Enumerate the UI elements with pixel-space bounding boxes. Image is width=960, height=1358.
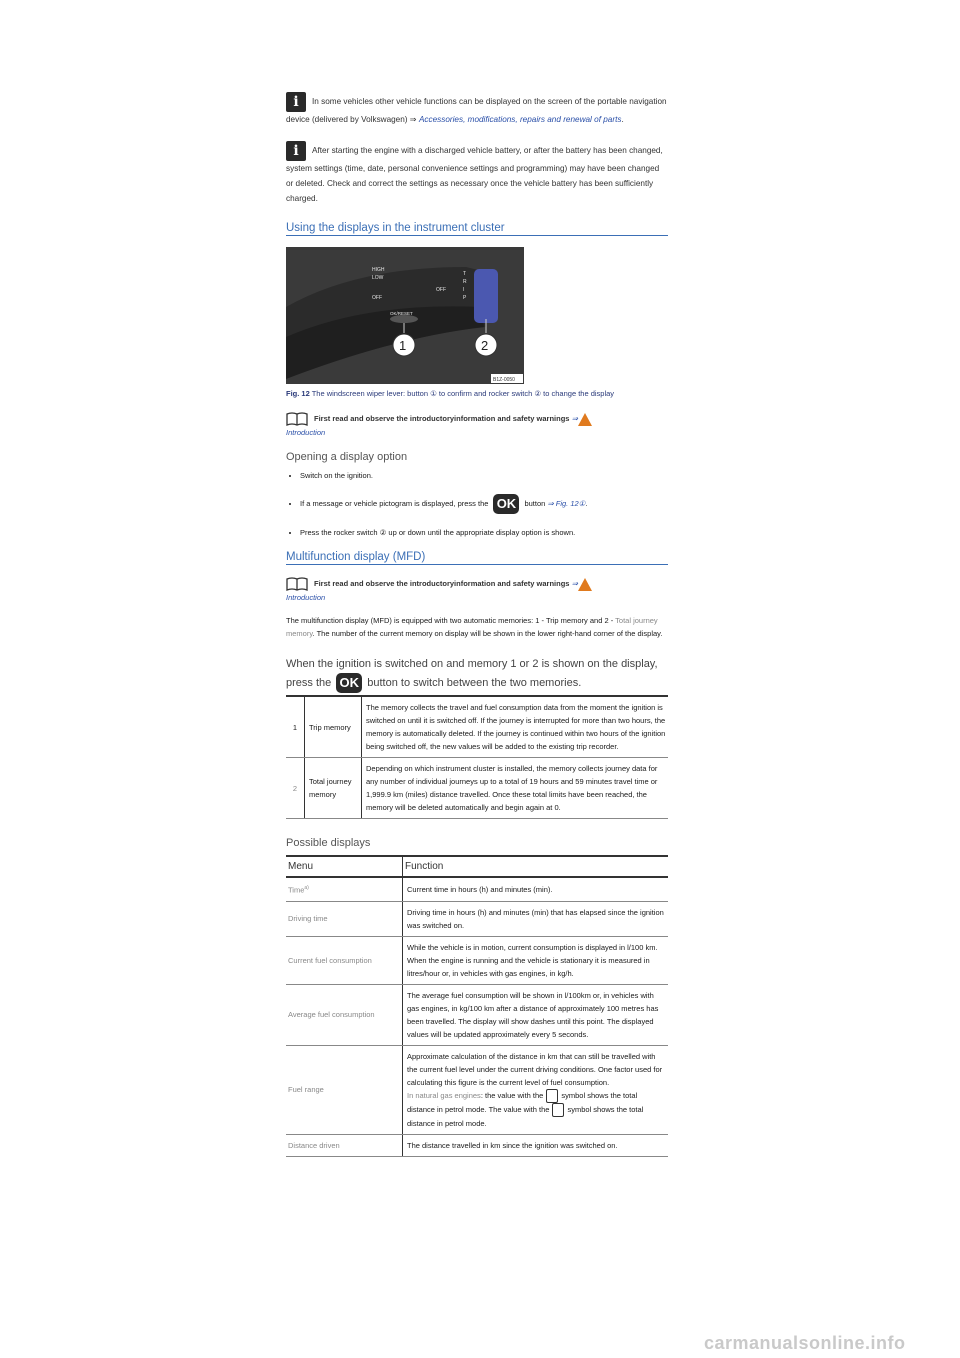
manual-page xyxy=(286,92,668,1157)
table-header-row: Menu Function xyxy=(286,856,668,877)
fig-label-t: T xyxy=(463,271,467,277)
section-title: Multifunction display (MFD) xyxy=(286,551,668,565)
table-row: Driving time Driving time in hours (h) and minutes (min) that has elapsed since the ignition was switched on. xyxy=(286,901,668,936)
fig-label-off-wiper: OFF xyxy=(436,287,446,293)
accessories-link[interactable]: Accessories, modifications, repairs and renewal of parts xyxy=(418,115,622,124)
ok-button-icon: OK xyxy=(336,673,362,693)
callout-2-label: 2 xyxy=(481,338,489,353)
table-row: Average fuel consumption The average fuel consumption will be shown in l/100km or, in vehicles with gas engines, in kg/100 km after a distance of approximately 100 metres has been travelled. The display will show dashes until this point. The displayed values will be updated approximately every 5 seconds. xyxy=(286,984,668,1045)
mfd-paragraph: The multifunction display (MFD) is equipped with two automatic memories: 1 - Trip memory and 2 - Total journey memory. The number of the current memory on display will be shown in the lower right-hand corner of the display. xyxy=(286,616,663,639)
list-item: • Switch on the ignition. xyxy=(300,469,668,482)
figure-caption: Fig. 12 The windscreen wiper lever: button ① to confirm and rocker switch ② to change the display xyxy=(286,389,615,398)
table-row: 1 Trip memory The memory collects the travel and fuel consumption data from the moment the ignition is switched on until it is switched off. If the journey is interrupted for more than two hours, the memory is automatically deleted. If the journey is continued within two hours of the ignition being switched off, the new values will be added to the existing trip recorder. xyxy=(286,696,668,758)
figure-code: B1Z-0050 xyxy=(493,377,515,383)
warning-icon xyxy=(578,578,592,591)
fig-label-p: P xyxy=(463,295,467,301)
introduction-link[interactable]: Introduction xyxy=(286,593,326,603)
fig-label-ok-reset: OK/RESET xyxy=(390,311,413,316)
table-row: Fuel range Approximate calculation of the distance in km that can still be travelled with the current fuel level under the current driving conditions. One factor used for calculating this figure is the current level of fuel consumption. In natural gas engines: the value with the symbol shows the total distance in petrol mode. The value with the symbol shows the total distance in petrol mode. xyxy=(286,1045,668,1134)
list-item: • Press the rocker switch ② up or down until the appropriate display option is shown. xyxy=(300,526,668,539)
watermark: carmanualsonline.info xyxy=(704,1333,906,1353)
callout-1-label: 1 xyxy=(399,338,407,353)
fig-label-high: HIGH xyxy=(372,267,385,273)
table-row: Current fuel consumption While the vehicle is in motion, current consumption is displayed in l/100 km. When the engine is running and the vehicle is stationary it is measured in litres/hour or, in vehicles with gas engines, in kg/h. xyxy=(286,936,668,984)
rocker-switch-shape xyxy=(474,269,498,323)
book-icon xyxy=(286,412,308,426)
ok-button-icon: OK xyxy=(493,494,519,514)
steps-list xyxy=(286,469,668,539)
read-first-note: First read and observe the introductoryinformation and safety warnings ⇒ Introduction xyxy=(286,412,668,439)
table-row: Distance driven The distance travelled in km since the ignition was switched on. xyxy=(286,1134,668,1156)
memory-table-caption: When the ignition is switched on and memory 1 or 2 is shown on the display, press the OK button to switch between the two memories. xyxy=(286,656,668,693)
fuel-pump-icon xyxy=(546,1089,558,1103)
fig-label-i: I xyxy=(463,287,465,293)
displays-table xyxy=(286,855,668,1157)
list-item: • If a message or vehicle pictogram is displayed, press the OK button ⇒ Fig. 12①. xyxy=(300,494,668,514)
table-row: Time$^{a)}$ Current time in hours (h) and minutes (min). xyxy=(286,877,668,901)
table-row: 2 Total journey memory Depending on which instrument cluster is installed, the memory collects journey data for any number of individual journeys up to a total of 19 hours and 59 minutes travel time or 1,999.9 km (miles) distance travelled. Once these total limits have been reached, the memory will be deleted automatically and begin again at 0. xyxy=(286,758,668,819)
wiper-lever-illustration xyxy=(286,247,524,384)
warning-icon xyxy=(578,413,592,426)
wiper-lever-figure xyxy=(286,247,524,384)
info-note: i In some vehicles other vehicle functions can be displayed on the screen of the portable navigation device (delivered by Volkswagen) ⇒ Accessories, modifications, repairs and renewal of parts. xyxy=(286,94,667,124)
read-first-note: First read and observe the introductoryinformation and safety warnings ⇒ Introduction xyxy=(286,577,668,604)
gas-pump-icon xyxy=(552,1103,564,1117)
fig-label-low: LOW xyxy=(372,275,384,281)
info-note: i After starting the engine with a discharged vehicle battery, or after the battery has been changed, system settings (time, date, personal convenience settings and programming) may have been changed or deleted. Check and correct the settings as necessary once the vehicle battery has been sufficiently charged. xyxy=(286,143,663,203)
section-title: Using the displays in the instrument cluster xyxy=(286,222,668,236)
book-icon xyxy=(286,577,308,591)
fig-label-r: R xyxy=(463,279,467,285)
fig-12-link[interactable]: ⇒ Fig. 12① xyxy=(547,499,586,508)
info-icon: i xyxy=(286,92,306,112)
introduction-link[interactable]: Introduction xyxy=(286,428,326,438)
fig-label-off: OFF xyxy=(372,295,382,301)
info-icon: i xyxy=(286,141,306,161)
subsection-title: Possible displays xyxy=(286,837,371,850)
memory-table xyxy=(286,695,668,819)
subsection-title: Opening a display option xyxy=(286,451,408,464)
